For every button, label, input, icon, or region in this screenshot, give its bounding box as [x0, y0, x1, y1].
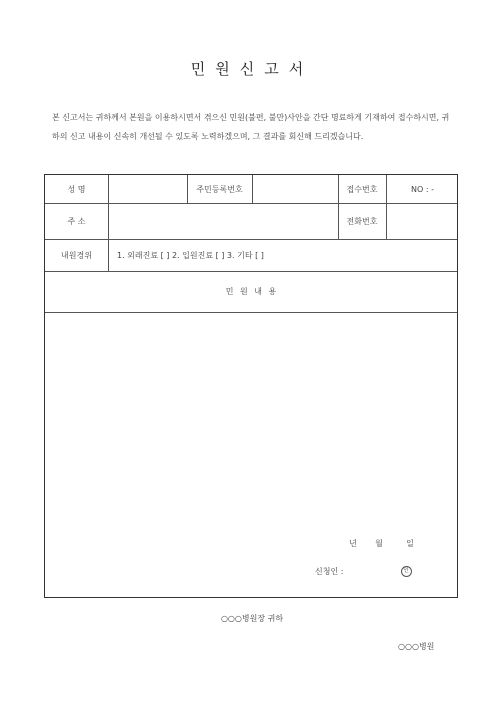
- receipt-label: 접수번호: [346, 184, 378, 194]
- visit-label: 내원경위: [61, 250, 92, 260]
- date-year: 년: [349, 538, 357, 548]
- content-header: 민 원 내 용: [225, 287, 279, 296]
- address-field[interactable]: [108, 203, 338, 239]
- rrn-label: 주민등록번호: [196, 184, 243, 194]
- addressee: ○○○병원장 귀하: [220, 614, 284, 623]
- complaint-form: [44, 174, 458, 598]
- intro-paragraph: 본 신고서는 귀하께서 본원을 이용하시면서 겪으신 민원(불편, 불만)사안을 간단 명료하게 기재하여 접수하시면, 귀하의 신고 내용이 신속히 개선될 수 있도록 노력하겠으며, 그 결과를 회신해 드리겠습니다.: [52, 113, 450, 141]
- address-label: 주 소: [67, 216, 86, 226]
- visit-options[interactable]: 1. 외래진료 [ ] 2. 입원진료 [ ] 3. 기타 [ ]: [117, 250, 264, 260]
- organization: ○○○병원: [398, 642, 435, 651]
- date-day: 일: [406, 538, 414, 548]
- seal-icon: 인: [401, 566, 412, 577]
- phone-label: 전화번호: [346, 216, 378, 226]
- phone-field[interactable]: [386, 203, 459, 239]
- applicant-label: 신청인 :: [315, 566, 344, 576]
- name-field[interactable]: [108, 175, 187, 203]
- name-label: 성 명: [67, 184, 86, 194]
- date-month: 월: [375, 538, 383, 548]
- rrn-field[interactable]: [252, 175, 338, 203]
- content-textarea[interactable]: [45, 312, 459, 530]
- receipt-number[interactable]: NO : -: [411, 184, 434, 194]
- seal-mark: [399, 565, 413, 577]
- document-title: 민원신고서: [190, 60, 314, 78]
